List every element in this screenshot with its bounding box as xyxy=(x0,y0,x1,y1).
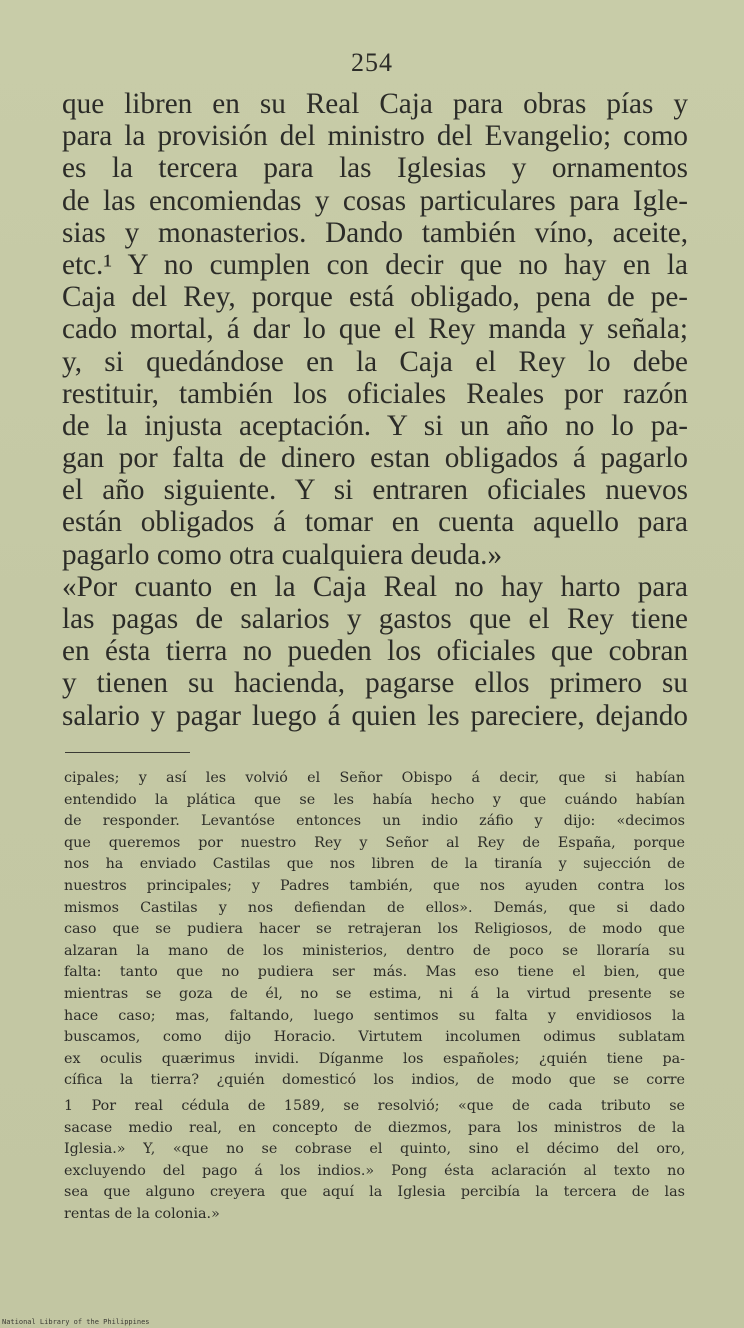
main-text-line: restituir, también los oficiales Reales por razón xyxy=(62,377,688,410)
main-text-line: de las encomiendas y cosas particulares para Igle- xyxy=(62,184,688,217)
main-text-line: pagarlo como otra cualquiera deuda.» xyxy=(62,538,503,571)
note-line: nuestros principales; y Padres también, que nos ayuden contra los xyxy=(64,877,685,894)
note-line: entendido la plática que se les había hecho y que cuándo habían xyxy=(64,791,685,808)
footnote-line: 1 Por real cédula de 1589, se resolvió; «que de cada tributo se xyxy=(64,1098,685,1114)
main-text-line: y, si quedándose en la Caja el Rey lo debe xyxy=(62,345,688,378)
main-text-line: en ésta tierra no pueden los oficiales que cobran xyxy=(62,635,688,668)
footnote-line: Iglesia.» Y, «que no se cobrase el quinto, sino el décimo del oro, xyxy=(64,1141,685,1158)
note-line: caso que se pudiera hacer se retrajeran los Religiosos, de modo que xyxy=(64,921,685,938)
note-line: mismos Castilas y nos defiendan de ellos». Demás, que si dado xyxy=(64,899,685,916)
library-watermark: National Library of the Philippines xyxy=(2,1318,150,1326)
note-line: mientras se goza de él, no se estima, ni á la virtud presente se xyxy=(64,985,685,1002)
note-line: falta: tanto que no pudiera ser más. Mas eso tiene el bien, que xyxy=(64,964,685,981)
page-number: 254 xyxy=(351,48,393,77)
footnote-line: excluyendo del pago á los indios.» Pong ésta aclaración al texto no xyxy=(64,1162,685,1179)
main-text-line: que libren en su Real Caja para obras pías y xyxy=(62,88,688,120)
main-text-line: el año siguiente. Y si entraren oficiales nuevos xyxy=(62,474,688,507)
main-text-line: etc.¹ Y no cumplen con decir que no hay en la xyxy=(62,248,688,281)
main-text-line: «Por cuanto en la Caja Real no hay harto para xyxy=(62,570,688,603)
note-line: de responder. Levantóse entonces un indio záfio y dijo: «decimos xyxy=(64,813,685,830)
footnote-1 xyxy=(64,1096,685,1226)
note-line: alzaran la mano de los ministerios, dentro de poco se lloraría su xyxy=(64,942,685,959)
note-line: cífica la tierra? ¿quién domesticó los indios, de modo que se corre xyxy=(64,1072,685,1089)
main-text-line: de la injusta aceptación. Y si un año no lo pa- xyxy=(62,409,688,442)
note-line: nos ha enviado Castilas que nos libren de la tiranía y sujección de xyxy=(64,856,685,873)
footnote-line: sea que alguno creyera que aquí la Iglesia percibía la tercera de las xyxy=(64,1184,685,1201)
main-text-line: sias y monasterios. Dando también víno, aceite, xyxy=(62,216,688,249)
main-text-line: salario y pagar luego á quien les pareciere, dejando xyxy=(62,699,688,732)
footnote-line: sacase medio real, en concepto de diezmos, para los ministros de la xyxy=(64,1119,685,1136)
note-line: buscamos, como dijo Horacio. Virtutem incolumen odimus sublatam xyxy=(64,1029,685,1046)
main-text-line: están obligados á tomar en cuenta aquello para xyxy=(62,506,688,539)
footnote-divider xyxy=(65,752,190,753)
note-line: cipales; y así les volvió el Señor Obispo á decir, que si habían xyxy=(64,770,685,786)
main-text-line: y tienen su hacienda, pagarse ellos primero su xyxy=(62,667,688,700)
main-text-line: gan por falta de dinero estan obligados á pagarlo xyxy=(62,442,688,475)
main-text-line: para la provisión del ministro del Evangelio; como xyxy=(62,120,688,153)
main-text-line: es la tercera para las Iglesias y ornamentos xyxy=(62,152,688,185)
footnote-line: rentas de la colonia.» xyxy=(64,1205,220,1222)
main-text-body xyxy=(62,88,688,732)
note-line: que queremos por nuestro Rey y Señor al Rey de España, porque xyxy=(64,834,685,851)
main-text-line: Caja del Rey, porque está obligado, pena de pe- xyxy=(62,281,688,314)
continued-note-text xyxy=(64,768,685,1092)
main-text-line: las pagas de salarios y gastos que el Rey tiene xyxy=(62,603,688,635)
note-line: ex oculis quærimus invidi. Díganme los españoles; ¿quién tiene pa- xyxy=(64,1050,685,1067)
note-line: hace caso; mas, faltando, luego sentimos su falta y envidiosos la xyxy=(64,1007,685,1024)
main-text-line: cado mortal, á dar lo que el Rey manda y señala; xyxy=(62,313,688,346)
